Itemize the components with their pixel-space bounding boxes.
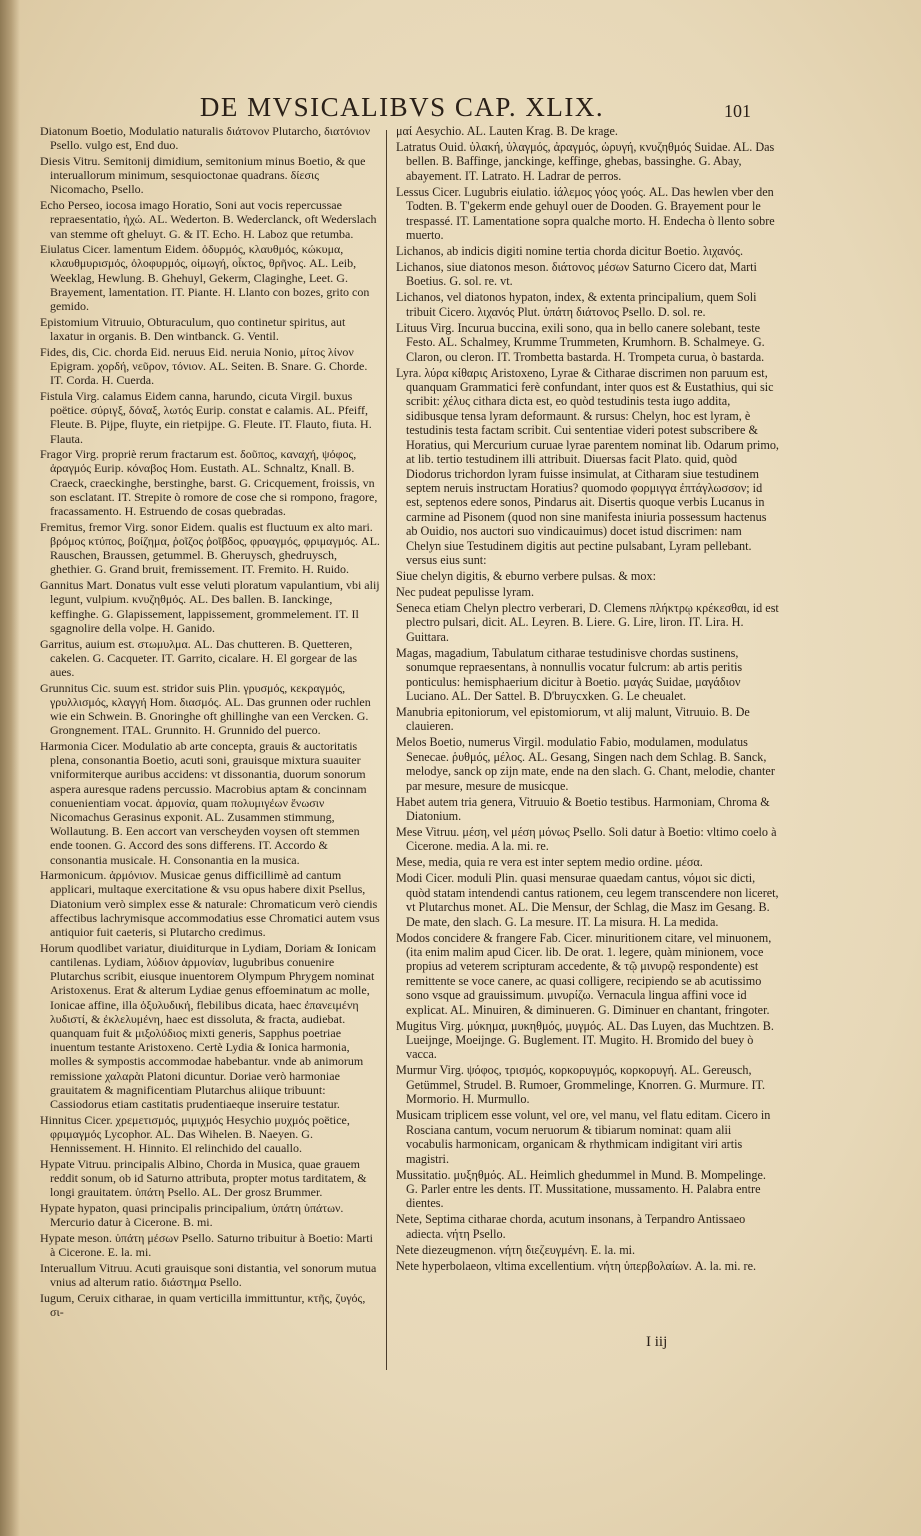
dictionary-entry: Lituus Virg. Incurua buccina, exili sono, qua in bello canere solebant, teste Festo. AL. Schalmey, Krumme Trummeten, Krumhorn. B. Schalmeye. G. Claron, ou cleron. IT. Trombetta bastarda. H. Trompeta curua, ò bastarda.	[396, 320, 765, 364]
dictionary-entry: Manubria epitoniorum, vel epistomiorum, vt alij malunt, Vitruuio. B. De clauieren.	[396, 704, 750, 734]
signature-mark: I iij	[646, 1334, 668, 1350]
column-rule	[386, 130, 387, 1370]
dictionary-entry: Hypate hypaton, quasi principalis principalium, ὑπάτη ὑπάτων. Mercurio datur à Cicerone. B. mi.	[40, 1200, 344, 1230]
dictionary-entry: Harmonia Cicer. Modulatio ab arte concepta, grauis & auctoritatis plena, consonantia Boetio, acuti soni, grauisque mixtura suauiter vniformiterque auribus accidens: vt dissonantia, duorum sonorum aspera auresque radens percussio. Macrobius aptam & concinnam conuenientiam vocat. ἁρμονία, quam πολυμιγέων ἕνωσιν Nicomachus Gerasinus exponit. AL. Zusammen stimmung, Wollautung. B. Een accort van verscheyden voysen oft stemmen ende toonen. G. Accord des sons differens. IT. Accordo & consonantia musicale. H. Consonantia en la musica.	[40, 739, 367, 867]
dictionary-entry: Lichanos, vel diatonos hypaton, index, & extenta principalium, quem Soli tribuit Cicero. λιχανός Plut. ὑπάτη διάτονος Psello. D. sol. re.	[396, 290, 757, 319]
dictionary-entry: Grunnitus Cic. suum est. stridor suis Plin. γρυσμός, κεκραγμός, γρυλλισμός, κλαγγή Hom. διασμός. AL. Das grunnen oder ruchlen wie ein Schwein. B. Gnoringhe oft ghillinghe van een Vercken. G. Grongnement. ITAL. Grunnito. H. Grunnido del puerco.	[40, 680, 371, 738]
dictionary-entry: Lessus Cicer. Lugubris eiulatio. ἰάλεμος γόος γοός. AL. Das hewlen vber den Todten. B. T'gekerm ende gehuyl ouer de Dooden. G. Brayement pour le trespassé. IT. Lamentatione sopra qualche morto. H. Endecha ò llento sobre muerto.	[396, 184, 775, 243]
dictionary-entry: Gannitus Mart. Donatus vult esse veluti ploratum vapulantium, vbi alij legunt, vulpium. κνυζηθμός. AL. Des ballen. B. Ianckinge, keffinghe. G. Glapissement, lappissement, grommelement. IT. Il sgagnolire della volpe. H. Ganido.	[40, 578, 380, 635]
dictionary-entry: Mese Vitruu. μέση, vel μέση μόνως Psello. Soli datur à Boetio: vltimo coelo à Cicerone. media. A la. mi. re.	[396, 825, 777, 854]
dictionary-entry: Epistomium Vitruuio, Obturaculum, quo continetur spiritus, aut laxatur in organis. B. Den wintbanck. G. Ventil.	[40, 314, 346, 343]
dictionary-entry: Siue chelyn digitis, & eburno verbere pulsas. & mox:	[396, 568, 656, 583]
dictionary-entry: Hinnitus Cicer. χρεμετισμός, μιμιχμός Hesychio μυχμός poëtice, φριμαγμός Lycophor. AL. Das Wihelen. B. Naeyen. G. Hennissement. H. Hinnito. El relinchido del cauallo.	[40, 1112, 350, 1156]
dictionary-entry: Iugum, Ceruix citharae, in quam verticilla immittuntur, κτῆς, ζυγός, σι-	[40, 1290, 366, 1320]
dictionary-entry: Mussitatio. μυξηθμός. AL. Heimlich ghedummel in Mund. B. Mompelinge. G. Parler entre les dents. IT. Mussitatione, mussamento. H. Palabra entre dientes.	[396, 1167, 766, 1211]
dictionary-entry: Magas, magadium, Tabulatum citharae testudinisve chordas sustinens, sonumque repraesentans, à nonnullis vocatur fulcrum: ab artis peritis ponticulus: hemisphaerium dicitur à Boetio. μαγάς Suidae, μαγάδιον Luciano. AL. Der Sattel. B. D'bruycxken. G. Le cheualet.	[396, 645, 743, 703]
dictionary-entry: Diatonum Boetio, Modulatio naturalis διάτονον Plutarcho, διατόνιον Psello. vulgo est, End duo.	[40, 124, 371, 153]
page-gutter	[0, 0, 20, 1536]
dictionary-entry: Murmur Virg. ψόφος, τρισμός, κορκορυγμός, κορκορυγή. AL. Gereusch, Getümmel, Strudel. B. Rumoer, Grommelinge, Knorren. G. Murmure. IT. Mormorio. H. Murmullo.	[396, 1063, 766, 1107]
dictionary-entry: μαί Aesychio. AL. Lauten Krag. B. De krage.	[396, 124, 618, 138]
dictionary-entry: Musicam triplicem esse volunt, vel ore, vel manu, vel flatu editam. Cicero in Rosciana cantum, vocum neruorum & tibiarum nominat: quam alii vocabulis harmonicam, organicam & rhythmicam indigitant viri artis magistri.	[396, 1108, 771, 1166]
dictionary-entry: Garritus, auium est. στωμυλμα. AL. Das chutteren. B. Quetteren, cakelen. G. Cacqueter. IT. Garrito, cicalare. H. El gorgear de las aues.	[40, 636, 358, 679]
dictionary-entry: Lichanos, siue diatonos meson. διάτονος μέσων Saturno Cicero dat, Marti Boetius. G. sol. re. vt.	[396, 260, 757, 289]
dictionary-entry: Fragor Virg. propriè rerum fractarum est. δοῦπος, καναχή, ψόφος, ἀραγμός Eurip. κόναβος Hom. Eustath. AL. Schnaltz, Knall. B. Craeck, craeckinghe, berstinghe, barst. G. Cricquement, froissis, vn son esclatant. IT. Strepite ò romore de cose che si rompono, fragore, fracassamento. H. Estruendo de cosas quebradas.	[40, 447, 378, 519]
dictionary-entry: Modi Cicer. moduli Plin. quasi mensurae quaedam cantus, νόμοι sic dicti, quòd statam intendendi cantus rationem, ceu legem transcendere non liceret, vt Plutarchus monet. AL. Die Mensur, der Schlag, die Masz im Gesang. B. De mate, den slach. G. La mesure. IT. La misura. H. La medida.	[396, 871, 779, 929]
dictionary-entry: Eiulatus Cicer. lamentum Eidem. ὀδυρμός, κλαυθμός, κώκυμα, κλαυθμυρισμός, ὀλοφυρμός, οἰμωγή, οἶκτος, θρῆνος. AL. Leib, Weeklag, Hewlung. B. Ghehuyl, Gekerm, Claginghe, Leet. G. Brayement, lamentation. IT. Piante. H. Llanto con bozes, grito con gemido.	[40, 242, 370, 314]
dictionary-entry: Interuallum Vitruu. Acuti grauisque soni distantia, vel sonorum mutua vnius ad alterum ratio. διάστημα Psello.	[40, 1260, 377, 1290]
dictionary-entry: Fides, dis, Cic. chorda Eid. neruus Eid. neruia Nonio, μίτος λίνον Epigram. χορδή, νεῦρον, τόνιον. AL. Seiten. B. Snare. G. Chorde. IT. Corda. H. Cuerda.	[40, 344, 368, 388]
dictionary-entry: Mugitus Virg. μύκημα, μυκηθμός, μυγμός. AL. Das Luyen, das Muchtzen. B. Lueijnge, Moeijnge. G. Buglement. IT. Mugito. H. Bromido del buey ò vacca.	[396, 1018, 774, 1062]
running-head: DE MVSICALIBVS CAP. XLIX.	[199, 92, 605, 122]
dictionary-entry: Lyra. λύρα κίθαρις Aristoxeno, Lyrae & Citharae discrimen non paruum est, quanquam Grammatici ferè confundant, inter quos est & Eustathius, qui sic scribit: χέλυς cithara dicta est, eo quòd testudinis testa iugo addita, sidibusque tensa lyram deformaunt. & rursus: Chelyn, hoc est lyram, è testudinis testa factam scribit. Cui sententiae videri potest subscribere & Horatius, qui Mercurium curuae lyrae parentem nominat lib. Odarum primo, at lib. tertio testudinem illi attribuit. Diuersas facit Plato. quid, quòd Diodorus trichordon lyram fuisse insimulat, at Citharam siue testudinem septem neruis instructam Horatius? quomodo φορμιγγα ἐπτάγλωσσον; id est, septenos edere sonos, Pindarus ait. Disertis quoque verbis Lucanus in carmine ad Pisonem (quod non sine manifesta iniuria possessum hactenus ab Ouidio, nos auctori suo vindicauimus) docet istud discrimen: nam Chelyn siue Testudinem digitis aut pectine pulsabant, Lyram pellebant. versus eius sunt:	[396, 365, 779, 567]
dictionary-entry: Mese, media, quia re vera est inter septem medio ordine. μέσα.	[396, 855, 703, 870]
dictionary-entry: Nec pudeat pepulisse lyram.	[396, 584, 535, 599]
folio-number: 101	[724, 101, 751, 121]
dictionary-entry: Nete, Septima citharae chorda, acutum insonans, à Terpandro Antissaeo adiecta. νήτη Psello.	[396, 1212, 746, 1241]
dictionary-entry: Habet autem tria genera, Vitruuio & Boetio testibus. Harmoniam, Chroma & Diatonium.	[396, 794, 770, 823]
dictionary-entry: Lichanos, ab indicis digiti nomine tertia chorda dicitur Boetio. λιχανός.	[396, 244, 744, 259]
dictionary-entry: Fistula Virg. calamus Eidem canna, harundo, cicuta Virgil. buxus poëtice. σύριγξ, δόναξ, λωτός Eurip. constat e calamis. AL. Pfeiff, Fleute. B. Pijpe, fluyte, ein rietpijpe. G. Fleute. IT. Flauto, fiuta. H. Flauta.	[40, 388, 372, 446]
dictionary-entry: Melos Boetio, numerus Virgil. modulatio Fabio, modulamen, modulatus Senecae. ῥυθμός, μέλος. AL. Gesang, Singen nach dem Schlag. B. Sanck, melodye, sanck op zijn mate, ende na den slach. G. Chant, melodie, chanter par mesure, mesure de musicque.	[396, 735, 775, 793]
dictionary-entry: Latratus Ouid. ὑλακή, ὑλαγμός, ἀραγμός, ὠρυγή, κνυζηθμός Suidae. AL. Das bellen. B. Baffinge, janckinge, keffinge, ghebas, bassinghe. G. Abay, abayement. IT. Latrato. H. Ladrar de perros.	[396, 140, 775, 183]
dictionary-entry: Horum quodlibet variatur, diuiditurque in Lydiam, Doriam & Ionicam cantilenas. Lydiam, λύδιον ἁρμονίαν, lugubribus conuenire Plutarchus scribit, eiusque inuentorem Olympum Phrygem nominat Aristoxenus. Erat & alterum Lydiae genus effoeminatum ac molle, Ionicae affine, illa ὀξυλυδική, flebilibus dicata, haec ἐπανειμένη λυδιστί, & ἐκλελυμένη, haec est dissoluta, & fracta, audiebat. quanquam fuit & μιξολύδιος mixti generis, Sapphus poetriae inuentum testante Aristoxeno. Certè Lydia & Ionica harmonia, molles & sympostis accommodae habebantur. vnde ab animorum remissione χαλαρὰι Platoni dicuntur. Doriae verò harmoniae grauitatem & magnificentiam Plutarchus aliique tribuunt: Cassiodorus etiam castitatis prudentiaeque inseruire testatur.	[40, 940, 377, 1111]
dictionary-entry: Modos concidere & frangere Fab. Cicer. minuritionem citare, vel minuonem, (ita enim malim apud Cicer. lib. De orat. 1. legere, quàm minionem, voce propius ad veterem scripturam accedente, & τῷ μινυρῷ respondente) est remittente se voce canere, ac quasi colligere, recipiendo se ab acutissimo sono vsque ad grauissimum. μινυρίζω. Vernacula lingua affini voce id explicat. AL. Minuiren, & diminueren. G. Diminuer en chantant, fringoter.	[396, 930, 772, 1017]
dictionary-entry: Nete hyperbolaeon, vltima excellentium. νήτη ὑπερβολαίων. A. la. mi. re.	[396, 1258, 757, 1273]
dictionary-entry: Seneca etiam Chelyn plectro verberari, D. Clemens πλήκτρῳ κρέκεσθαι, id est plectro pulsari, dicit. AL. Leyren. B. Liere. G. Lire, liron. IT. Lira. H. Guittara.	[396, 600, 779, 644]
right-column	[396, 124, 780, 1275]
left-column	[40, 124, 380, 1321]
dictionary-entry: Hypate meson. ὑπάτη μέσων Psello. Saturno tribuitur à Boetio: Marti à Cicerone. E. la. mi.	[40, 1230, 373, 1260]
dictionary-entry: Hypate Vitruu. principalis Albino, Chorda in Musica, quae grauem reddit sonum, ob id Saturno attributa, propter motus tarditatem, & longi grauitatem. ὑπάτη Psello. AL. Der grosz Brummer.	[40, 1156, 367, 1200]
dictionary-entry: Echo Perseo, iocosa imago Horatio, Soni aut vocis repercussae repraesentatio, ἠχώ. AL. Wederton. B. Wederclanck, oft Wederslach van stemme oft gheluyt. G. & IT. Echo. H. Laboz que retumba.	[40, 198, 377, 241]
dictionary-entry: Harmonicum. ἁρμόνιον. Musicae genus difficillimè ad cantum applicari, multaque exercitatione & vsu opus habere dixit Psellus, Diatonium verò simplex esse & naturale: Chromaticum verò ciendis affectibus lachrymisque accommodatius esse Chromatici autem vsus antiquior fuit caeteris, si Plutarcho credimus.	[40, 868, 380, 940]
dictionary-entry: Nete diezeugmenon. νήτη διεζευγμένη. E. la. mi.	[396, 1242, 636, 1257]
dictionary-entry: Diesis Vitru. Semitonij dimidium, semitonium minus Boetio, & que interuallorum minimum, sesquioctonae quadrans. δίεσις Nicomacho, Psello.	[40, 153, 366, 197]
dictionary-entry: Fremitus, fremor Virg. sonor Eidem. qualis est fluctuum ex alto mari. βρόμος κτύπος, βοίζημα, ῥοῖζος ῥοῖβδος, φρυαγμός, φριμαγμός. AL. Rauschen, Braussen, getummel. B. Gheruysch, ghedruysch, ghethier. G. Grand bruit, fremissement. IT. Fremito. H. Ruido.	[40, 519, 380, 577]
